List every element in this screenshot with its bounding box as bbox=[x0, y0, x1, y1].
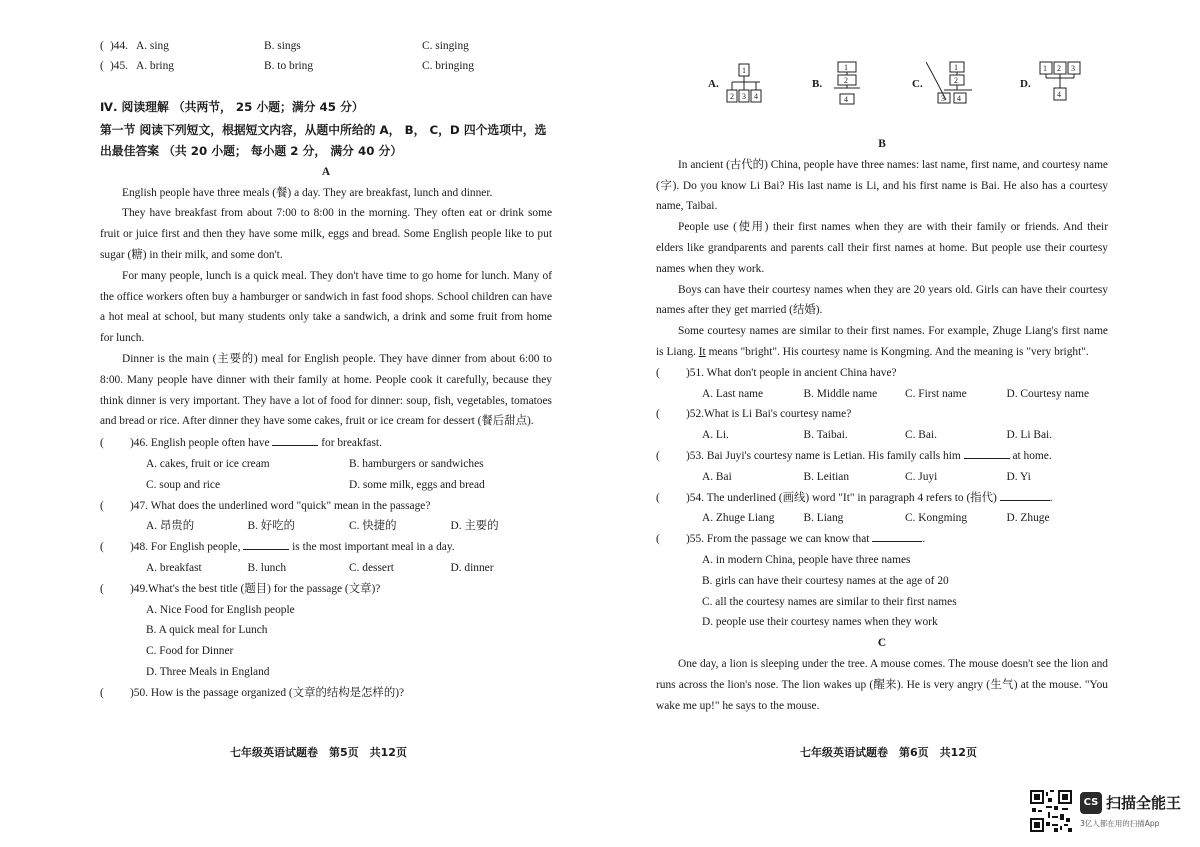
svg-text:2: 2 bbox=[954, 76, 958, 85]
option-c: C. all the courtesy names are similar to their first names bbox=[702, 595, 957, 608]
option-b: B. Middle name bbox=[803, 387, 878, 400]
option-a: A. Nice Food for English people bbox=[146, 603, 295, 616]
answer-paren: ( bbox=[656, 408, 660, 421]
answer-paren: ( bbox=[100, 60, 104, 72]
answer-paren: ( bbox=[656, 533, 660, 546]
option-d: D. 主要的 bbox=[450, 520, 499, 533]
option-a: A. bring bbox=[136, 60, 174, 72]
option-a: A. in modern China, people have three names bbox=[702, 553, 911, 566]
section-instructions: 第一节 阅读下列短文，根据短文内容，从题中所给的 A， B， C，D 四个选项中，选出最佳答案 （共 20 小题； 每小题 2 分， 满分 40 分） bbox=[100, 122, 547, 158]
answer-paren: ( bbox=[656, 449, 660, 462]
passage-c-para-1: One day, a lion is sleeping under the tree. A mouse comes. The mouse doesn't see the lion and runs across the lion's nose. The lion wakes up (醒来). He is very angry (生气) at the mouse. "You wake me up!" he says to the mouse. bbox=[656, 657, 1108, 712]
diagram-d-icon bbox=[1036, 60, 1092, 108]
svg-text:2: 2 bbox=[844, 76, 848, 85]
option-d: D. some milk, eggs and bread bbox=[349, 478, 485, 491]
option-b: B. Liang bbox=[803, 512, 844, 525]
option-c: C. bringing bbox=[422, 60, 474, 72]
svg-text:4: 4 bbox=[1057, 90, 1061, 99]
question-53 bbox=[656, 446, 1108, 467]
option-c: C. First name bbox=[905, 387, 967, 400]
option-d: D. Li Bai. bbox=[1006, 429, 1053, 442]
option-c: C. singing bbox=[422, 40, 469, 52]
answer-blank bbox=[872, 530, 922, 542]
option-b: B. Leitian bbox=[803, 470, 850, 483]
svg-text:1: 1 bbox=[954, 63, 958, 72]
answer-blank bbox=[272, 434, 318, 446]
option-c: C. Kongming bbox=[905, 512, 968, 525]
question-48 bbox=[100, 537, 552, 558]
para-3-body: many people, lunch is a quick meal. They don't have time to go home for lunch. Many of the office workers often buy a hamburger or sandwich in fast food shops. School children can have a hot meal at school, but many students only take a sandwich, a drink and some fruit from home for lunch. bbox=[100, 269, 552, 345]
answer-blank bbox=[243, 538, 289, 550]
qr-code-icon bbox=[1030, 790, 1072, 832]
option-a: A. breakfast bbox=[146, 561, 202, 574]
option-c: C. soup and rice bbox=[146, 478, 221, 491]
options-row bbox=[656, 508, 1108, 529]
answer-blank bbox=[964, 447, 1010, 459]
option-d: D. Zhuge bbox=[1006, 512, 1050, 525]
passage-b-para-4 bbox=[656, 321, 1108, 363]
option-b: B. sings bbox=[264, 40, 301, 52]
question-55: ( )55. From the passage we can know that . bbox=[656, 529, 1108, 550]
para-3-prefix: For bbox=[122, 269, 138, 282]
question-number: )44. bbox=[110, 40, 129, 52]
para-4-body: Some courtesy names are similar to their first names. For example, Zhuge Liang's first name is Liang. bbox=[656, 325, 1108, 358]
passage-a-label: A bbox=[321, 165, 331, 178]
diagram-label-b: B. bbox=[812, 78, 823, 90]
option-a: A. Last name bbox=[702, 387, 764, 400]
question-stem: )53. Bai Juyi's courtesy name is Letian. His family calls him bbox=[686, 449, 961, 462]
question-45 bbox=[100, 56, 552, 77]
passage-a-para-4: Dinner is the main (主要的) meal for English people. They have dinner from about 6:00 to 8:00. Many people have dinner with their family at home. People cook it carefully, because they think dinner is very important. They have a lot of food for dinner: soup, fish, vegetables, tomatoes and bread or rice. After dinner they have some cakes, fruit or ice cream for dessert (餐后甜点). bbox=[100, 352, 552, 428]
option-b: B. lunch bbox=[247, 561, 287, 574]
option-a: A. 昂贵的 bbox=[146, 520, 195, 533]
answer-paren: ( bbox=[656, 366, 660, 379]
option-a: A. Li. bbox=[702, 429, 729, 442]
svg-text:3: 3 bbox=[1071, 64, 1075, 73]
option-b: B. Taibai. bbox=[803, 429, 848, 442]
svg-text:2: 2 bbox=[730, 92, 734, 101]
section-title: Ⅳ. 阅读理解 （共两节， 25 小题；满分 45 分） bbox=[100, 100, 364, 114]
question-stem-end: is the most important meal in a day. bbox=[292, 541, 455, 554]
option-b: B. girls can have their courtesy names at the age of 20 bbox=[702, 574, 949, 587]
diagram-label-d: D. bbox=[1020, 78, 1031, 90]
answer-paren: ( bbox=[100, 541, 104, 554]
question-stem: )54. The underlined (画线) word "It" in paragraph 4 refers to (指代) bbox=[686, 491, 997, 504]
option-c: C. Bai. bbox=[905, 429, 937, 442]
question-54: ( )54. The underlined (画线) word "It" in paragraph 4 refers to (指代) . bbox=[656, 488, 1108, 509]
option-b: B. 好吃的 bbox=[247, 520, 295, 533]
structure-diagrams bbox=[700, 60, 1100, 110]
passage-b-para-3: Boys can have their courtesy names when they are 20 years old. Girls can have their courtesy names after they get married (结婚). bbox=[656, 283, 1108, 317]
question-stem-end: for breakfast. bbox=[321, 437, 382, 450]
scanner-watermark bbox=[1030, 790, 1190, 836]
option-a: A. Bai bbox=[702, 470, 732, 483]
question-stem-end: at home. bbox=[1012, 449, 1052, 462]
options-row bbox=[656, 425, 1108, 446]
question-stem: )49.What's the best title (题目) for the passage (文章)? bbox=[130, 582, 381, 595]
answer-paren: ( bbox=[656, 491, 660, 504]
page-footer-left: 七年级英语试题卷 第5页 共12页 bbox=[230, 746, 407, 759]
options-row bbox=[656, 467, 1108, 488]
question-stem: )46. English people often have bbox=[130, 437, 270, 450]
option-b: B. to bring bbox=[264, 60, 314, 72]
camscanner-name: 扫描全能王 bbox=[1106, 794, 1182, 812]
passage-a-para-3 bbox=[100, 266, 552, 349]
options-row bbox=[100, 516, 552, 537]
question-51 bbox=[656, 363, 1108, 384]
passage-a-para-1: English people have three meals (餐) a day. They are breakfast, lunch and dinner. bbox=[122, 186, 493, 199]
question-47 bbox=[100, 496, 552, 517]
svg-text:1: 1 bbox=[742, 66, 746, 75]
question-stem: )52.What is Li Bai's courtesy name? bbox=[686, 408, 852, 421]
option-a: A. Zhuge Liang bbox=[702, 512, 775, 525]
svg-text:1: 1 bbox=[1043, 64, 1047, 73]
question-stem: )55. From the passage we can know that bbox=[686, 533, 870, 546]
svg-text:1: 1 bbox=[844, 63, 848, 72]
question-49 bbox=[100, 579, 552, 600]
options-row bbox=[100, 454, 552, 475]
diagram-b-icon bbox=[828, 60, 878, 108]
diagram-c-icon bbox=[926, 60, 982, 108]
options-row bbox=[100, 475, 552, 496]
diagram-label-a: A. bbox=[708, 78, 719, 90]
option-c: C. Food for Dinner bbox=[146, 645, 234, 658]
para-4-end: "bright". His courtesy name is Kongming. And the meaning is "very bright". bbox=[740, 345, 1089, 358]
option-c: C. Juyi bbox=[905, 470, 938, 483]
svg-text:2: 2 bbox=[1057, 64, 1061, 73]
option-c: C. 快捷的 bbox=[349, 520, 397, 533]
passage-b-label: B bbox=[878, 138, 886, 150]
question-46 bbox=[100, 433, 552, 454]
question-stem: )51. What don't people in ancient China have? bbox=[686, 366, 897, 379]
question-stem: )48. For English people, bbox=[130, 541, 241, 554]
question-stem: )47. What does the underlined word "quick" mean in the passage? bbox=[130, 499, 431, 512]
camscanner-logo-icon: CS bbox=[1080, 792, 1102, 814]
underlined-it: It bbox=[698, 345, 706, 358]
svg-text:4: 4 bbox=[844, 95, 848, 104]
option-c: C. dessert bbox=[349, 561, 394, 574]
diagram-a-icon bbox=[724, 60, 774, 108]
question-44 bbox=[100, 36, 552, 57]
svg-text:3: 3 bbox=[742, 92, 746, 101]
answer-paren: ( bbox=[100, 437, 104, 450]
passage-b-para-2: People use (使用) their first names when they are with their family or friends. And their elders like grandparents and parents call their first names at home. But people use their courtesy names when they work. bbox=[656, 221, 1108, 275]
options-row bbox=[100, 558, 552, 579]
option-d: D. people use their courtesy names when they work bbox=[702, 616, 938, 629]
option-a: A. cakes, fruit or ice cream bbox=[146, 457, 270, 470]
svg-text:4: 4 bbox=[754, 92, 758, 101]
passage-a-para-2: They have breakfast from about 7:00 to 8:00 in the morning. They often eat or drink some fruit or juice first and then they have some milk, eggs and bread. Some English people like to put sugar (糖) in their milk, and some don't. bbox=[100, 207, 552, 261]
question-52 bbox=[656, 404, 1108, 425]
option-d: D. Three Meals in England bbox=[146, 665, 270, 678]
option-d: D. dinner bbox=[450, 561, 494, 574]
option-b: B. hamburgers or sandwiches bbox=[349, 457, 484, 470]
passage-b-para-1: In ancient (古代的) China, people have three names: last name, first name, and courtesy name (字). Do you know Li Bai? His last name is Li, and his first name is Bai. He also has a courtesy name, Taibai. bbox=[656, 158, 1108, 213]
options-row bbox=[656, 384, 1108, 405]
answer-paren: ( bbox=[100, 40, 104, 52]
option-b: B. A quick meal for Lunch bbox=[146, 624, 268, 637]
answer-paren: ( bbox=[100, 582, 104, 595]
answer-blank bbox=[1000, 489, 1050, 501]
answer-paren: ( bbox=[100, 686, 104, 699]
option-d: D. Yi bbox=[1006, 470, 1031, 483]
question-50 bbox=[100, 683, 552, 704]
question-stem: )50. How is the passage organized (文章的结构是怎样的)? bbox=[130, 686, 405, 699]
option-d: D. Courtesy name bbox=[1006, 387, 1090, 400]
svg-text:3: 3 bbox=[941, 94, 945, 103]
passage-c-label: C bbox=[877, 637, 887, 650]
it-means: means bbox=[708, 345, 738, 358]
svg-text:4: 4 bbox=[957, 94, 961, 103]
page-footer-right: 七年级英语试题卷 第6页 共12页 bbox=[800, 746, 977, 759]
option-a: A. sing bbox=[136, 40, 169, 52]
diagram-label-c: C. bbox=[912, 78, 923, 90]
camscanner-tagline: 3亿人都在用的扫描App bbox=[1080, 819, 1160, 828]
answer-paren: ( bbox=[100, 499, 104, 512]
question-number: )45. bbox=[110, 60, 129, 72]
